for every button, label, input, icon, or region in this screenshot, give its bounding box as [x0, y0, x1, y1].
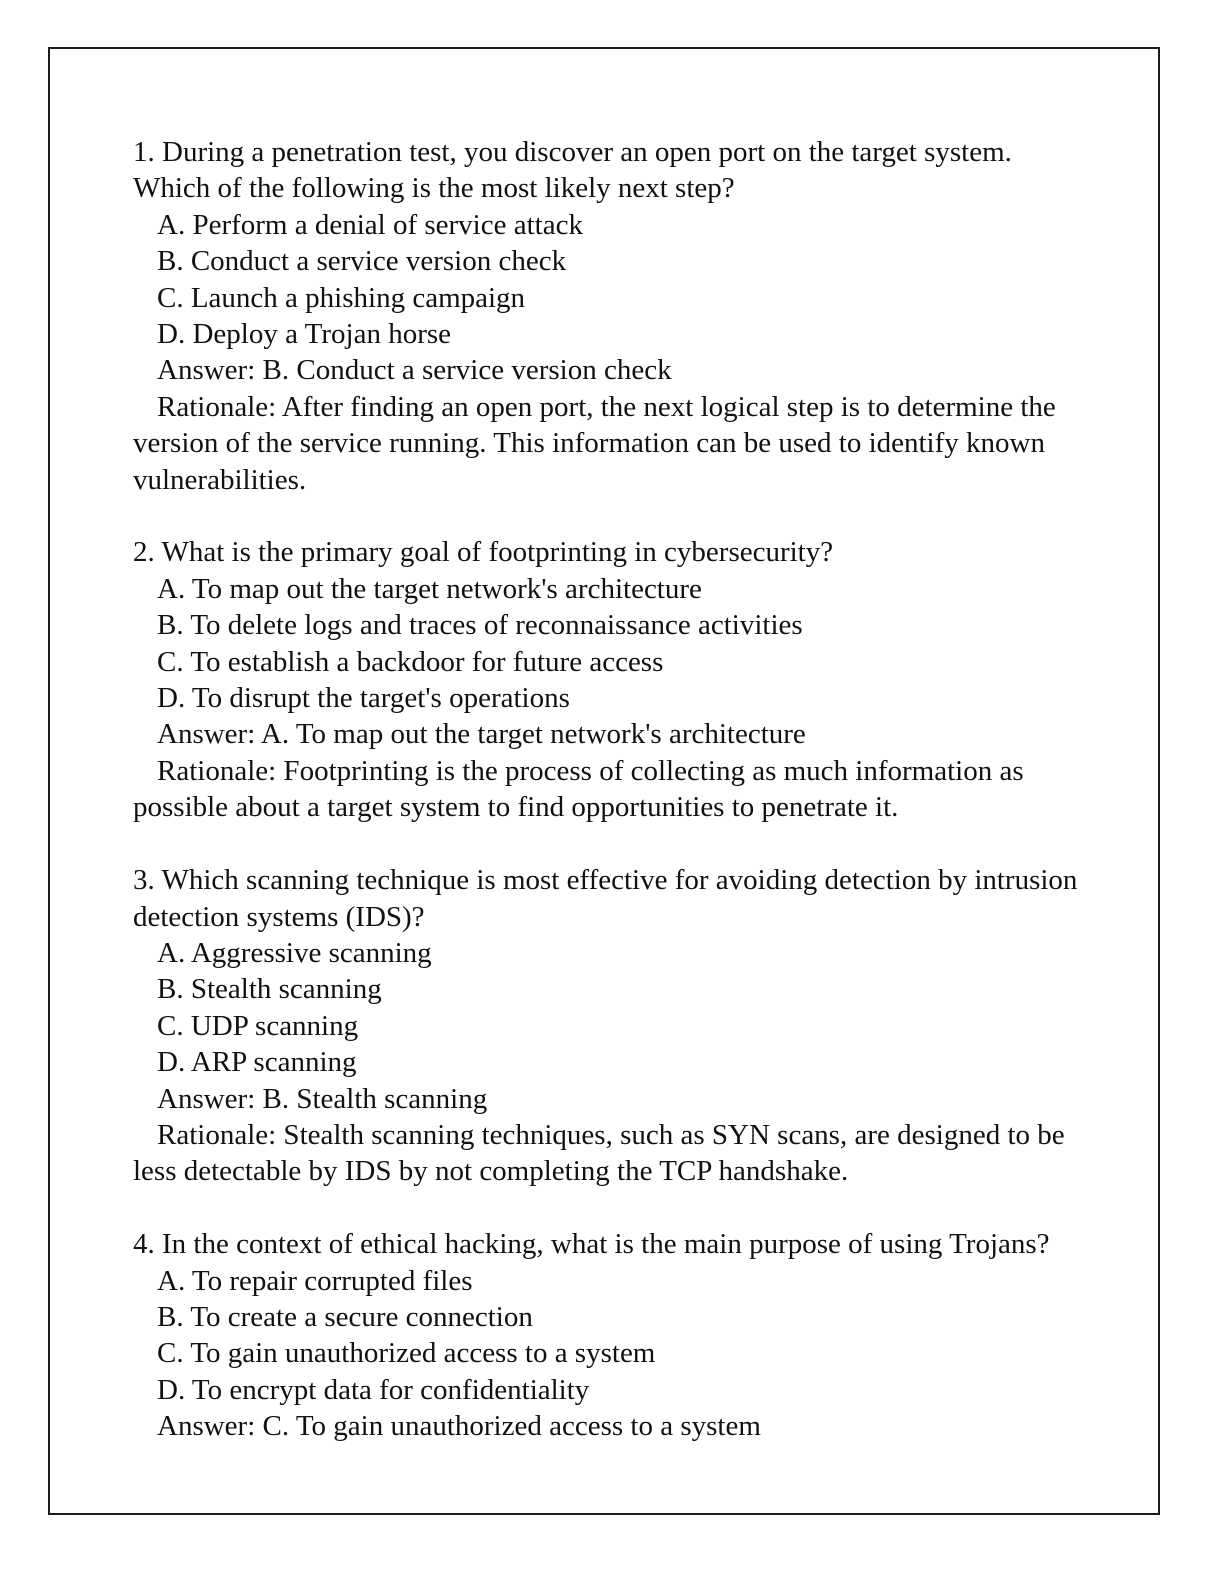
- question-number: 2.: [133, 536, 155, 569]
- rationale: Rationale: Stealth scanning techniques, such as SYN scans, are designed to be less detectable by IDS by not completing the TCP handshake.: [133, 1118, 1065, 1188]
- option-b: B. Stealth scanning: [157, 973, 382, 1006]
- rationale: Rationale: Footprinting is the process of collecting as much information as possible about a target system to find opportunities to penetrate it.: [133, 754, 1024, 824]
- question-number: 4.: [133, 1228, 155, 1261]
- option-a: A. To repair corrupted files: [157, 1264, 473, 1297]
- option-b: B. To create a secure connection: [157, 1300, 533, 1333]
- question-1: [133, 134, 1093, 498]
- answer: Answer: B. Conduct a service version check: [157, 354, 672, 387]
- question-2-stem: [133, 534, 1093, 570]
- option-d: D. To disrupt the target's operations: [157, 682, 570, 715]
- option-c: C. UDP scanning: [157, 1009, 359, 1042]
- question-text: During a penetration test, you discover an open port on the target system. Which of the following is the most likely next step?: [133, 136, 1019, 205]
- option-c: C. To establish a backdoor for future access: [157, 645, 664, 678]
- question-3-stem: [133, 862, 1093, 935]
- question-4: [133, 1226, 1093, 1444]
- question-text: Which scanning technique is most effective for avoiding detection by intrusion detection systems (IDS)?: [133, 864, 1085, 933]
- option-a: A. Perform a denial of service attack: [157, 208, 583, 241]
- question-3: [133, 862, 1093, 1190]
- answer: Answer: B. Stealth scanning: [157, 1082, 488, 1115]
- question-1-stem: [133, 134, 1093, 207]
- option-b: B. To delete logs and traces of reconnaissance activities: [157, 609, 803, 642]
- option-d: D. ARP scanning: [157, 1046, 357, 1079]
- option-a: A. Aggressive scanning: [157, 936, 432, 969]
- question-text: In the context of ethical hacking, what is the main purpose of using Trojans?: [162, 1228, 1050, 1261]
- answer: Answer: C. To gain unauthorized access to a system: [157, 1410, 761, 1443]
- question-4-stem: [133, 1226, 1093, 1262]
- rationale: Rationale: After finding an open port, the next logical step is to determine the version of the service running. This information can be used to identify known vulnerabilities.: [133, 390, 1056, 496]
- option-c: C. To gain unauthorized access to a system: [157, 1337, 656, 1370]
- answer: Answer: A. To map out the target network's architecture: [157, 718, 806, 751]
- option-d: D. To encrypt data for confidentiality: [157, 1373, 590, 1406]
- question-list: [133, 134, 1093, 1481]
- question-text: What is the primary goal of footprinting in cybersecurity?: [161, 536, 834, 569]
- option-a: A. To map out the target network's architecture: [157, 572, 702, 605]
- question-number: 1.: [133, 136, 155, 168]
- question-2: [133, 534, 1093, 825]
- question-number: 3.: [133, 864, 155, 897]
- option-c: C. Launch a phishing campaign: [157, 281, 526, 314]
- option-d: D. Deploy a Trojan horse: [157, 318, 452, 351]
- option-b: B. Conduct a service version check: [157, 245, 567, 278]
